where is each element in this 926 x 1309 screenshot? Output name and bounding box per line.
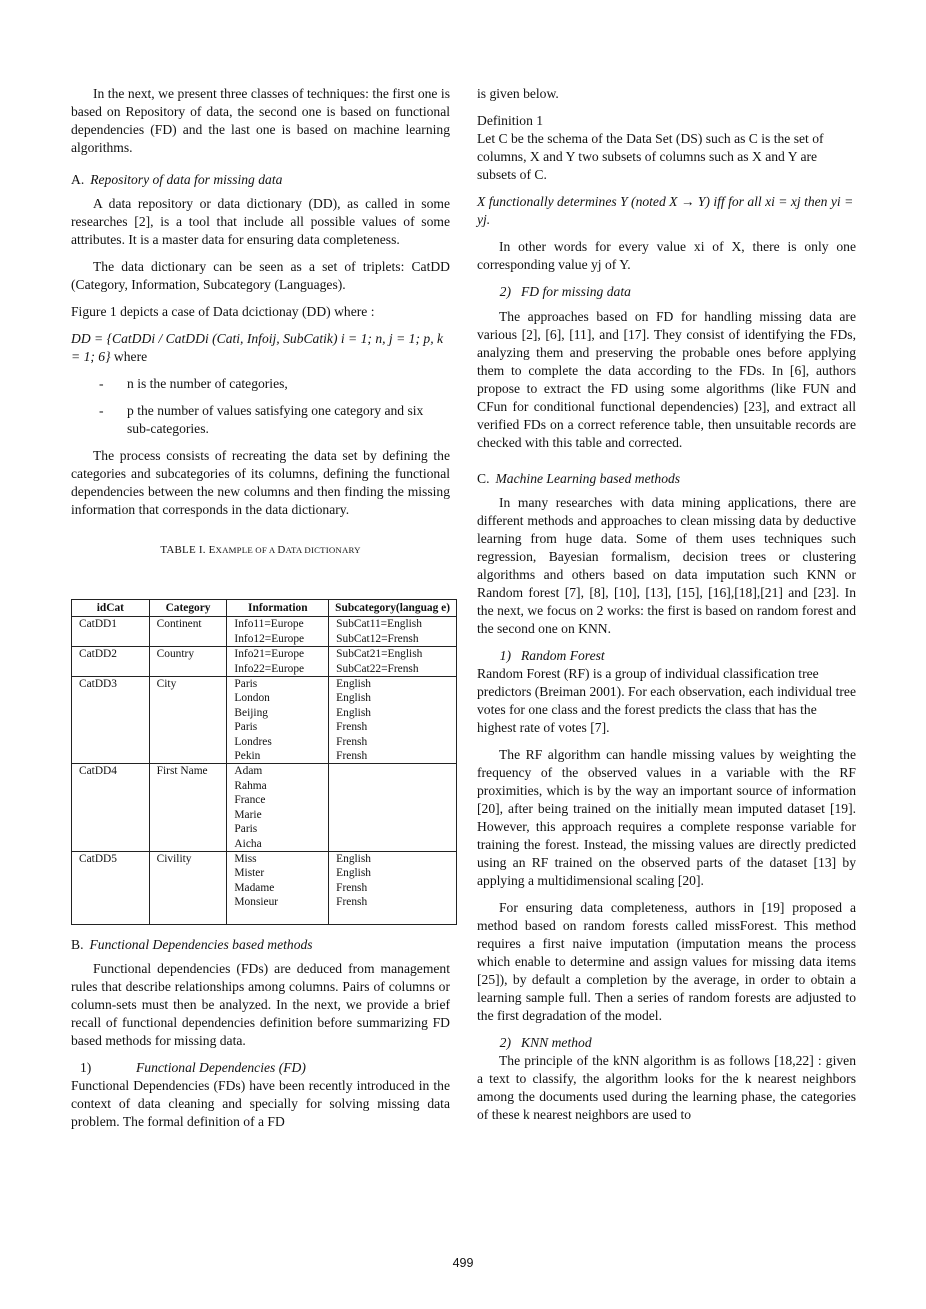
cell-subcategory [329, 851, 457, 924]
other-words-paragraph: In other words for every value xi of X, there is only one corresponding value yj of Y. [477, 239, 856, 272]
rf-paragraph-3: For ensuring data completeness, authors in [19] proposed a method based on random forests called missForest. This method requires a first naive imputation (imputation means the process which enable to determine and assign values for missing data items [25]), by default a completion by the average, in order to obtain a learning sample full. Then a series of random forests are adjusted to the first degradation of the model. [477, 900, 856, 1023]
subsection-fd-missing-heading [477, 283, 856, 301]
section-a-paragraph-2: The data dictionary can be seen as a set of triplets: CatDD (Category, Information, Subcategory (Languages). [71, 259, 450, 292]
cell-information-line: Paris [234, 721, 258, 734]
cell-subcategory-line: English [336, 678, 371, 691]
header-subcategory: Subcategory(languag e) [329, 600, 457, 617]
cell-information-line: Londres [234, 735, 272, 748]
cell-information [227, 851, 329, 924]
cell-idcat: CatDD3 [72, 677, 150, 764]
cell-subcategory [329, 764, 457, 851]
cell-information-line: France [234, 794, 266, 807]
section-c-label: C. [477, 471, 490, 486]
list-item [71, 375, 450, 393]
cell-information-line: Mister [234, 867, 265, 880]
cell-subcategory-line: SubCat12=Frensh [336, 632, 419, 645]
section-a-heading [71, 171, 450, 189]
subsection-rf-number: 1) [499, 648, 511, 663]
caption-part: TABLE I. E [160, 544, 216, 556]
knn-paragraph-1: The principle of the kNN algorithm is as follows [18,22] : given a text to classify, the algorithm looks for the k nearest neighbors among the documents used during the learning phase, the categories of these k nearest neighbors are used to [477, 1053, 856, 1122]
section-b-paragraph-1: Functional dependencies (FDs) are deduced from management rules that describe relationships among columns. Pairs of columns or column-sets must then be analyzed. In the next, we provide a brief recall of functional dependencies definition before summarizing FD based methods for missing data. [71, 960, 450, 1048]
header-idcat: idCat [72, 600, 150, 617]
section-b-label: B. [71, 936, 84, 952]
cell-information [227, 677, 329, 764]
cell-subcategory-line: SubCat21=English [336, 648, 423, 661]
cell-information-line: Aicha [234, 837, 262, 850]
header-information: Information [227, 600, 329, 617]
cell-subcategory-line: Frensh [336, 881, 368, 894]
subsection-fd-number: 1) [80, 1059, 92, 1075]
cell-subcategory [329, 647, 457, 677]
definition-text: Let C be the schema of the Data Set (DS) such as C is the set of columns, X and Y two subsets of columns such as X and Y are subsets of C. [477, 131, 824, 182]
table-row [72, 851, 457, 924]
right-column [477, 85, 856, 1133]
cell-category: Continent [149, 617, 227, 647]
cell-idcat: CatDD4 [72, 764, 150, 851]
section-b-heading [71, 936, 450, 954]
section-b-paragraph-2: Functional Dependencies (FDs) have been recently introduced in the context of data cleaning and specially for solving missing data problem. The formal definition of a FD [71, 1077, 450, 1129]
cell-subcategory-line: English [336, 867, 371, 880]
table-row [72, 647, 457, 677]
cell-information-line: Info12=Europe [234, 632, 305, 645]
bullet-dash: - [99, 376, 104, 391]
fd-formula: X functionally determines Y (noted X → Y) iff for all xi = xj then yi = yj. [477, 194, 854, 227]
cell-information [227, 617, 329, 647]
list-item-text: n is the number of categories, [127, 376, 288, 391]
cell-subcategory-line: English [336, 706, 371, 719]
section-c-title: Machine Learning based methods [495, 471, 681, 486]
cell-information-line: Adam [234, 765, 263, 778]
cell-subcategory-line: SubCat11=English [336, 618, 422, 631]
section-a-paragraph-1: A data repository or data dictionary (DD), as called in some researches [2], is a tool that include all possible values of some attributes. It is a master data for ensuring data completeness. [71, 196, 450, 247]
definition-list [71, 375, 450, 438]
cell-information-line: Rahma [234, 779, 267, 792]
subsection-fd-missing-number: 2) [499, 284, 511, 299]
subsection-fd-missing-title: FD for missing data [521, 284, 631, 299]
intro-paragraph: In the next, we present three classes of techniques: the first one is based on Repository of data, the second one is based on functional dependencies (FD) and the last one is based on machine learning algorithms. [71, 86, 450, 155]
cell-subcategory-line: Frensh [336, 735, 368, 748]
cell-idcat: CatDD2 [72, 647, 150, 677]
subsection-fd-heading [71, 1059, 450, 1077]
subsection-knn-heading [477, 1034, 856, 1052]
cell-category: Civility [149, 851, 227, 924]
list-item-text: p the number of values satisfying one category and six sub-categories. [127, 403, 424, 436]
section-b-title: Functional Dependencies based methods [89, 936, 313, 952]
cell-information [227, 647, 329, 677]
cell-subcategory [329, 617, 457, 647]
cell-subcategory [329, 677, 457, 764]
cell-information-line: Info11=Europe [234, 618, 304, 631]
subsection-rf-title: Random Forest [521, 648, 605, 663]
header-category: Category [149, 600, 227, 617]
caption-part: XAMPLE OF A [215, 545, 278, 555]
cell-information-line: Marie [234, 808, 262, 821]
cell-idcat: CatDD5 [72, 851, 150, 924]
section-c-paragraph-1: In many researches with data mining applications, there are different methods and approaches to clean missing data by deductive learning from huge data. Some of them uses techniques such regression, Bayesian formalism, decision trees or clustering algorithms and others based on data imputation such KNN or Random forest [7], [8], [10], [13], [15], [16],[18],[21] and [23]. In the next, we focus on 2 works: the first is based on random forest and the second one on KNN. [477, 495, 856, 636]
section-a-paragraph-4: The process consists of recreating the data set by defining the categories and subcategories of its columns, defining the functional dependencies between the new columns and then finding the missing information that corresponds in the data dictionary. [71, 448, 450, 517]
cell-subcategory-line: Frensh [336, 896, 368, 909]
cell-subcategory-line: Frensh [336, 750, 368, 763]
subsection-rf-heading [477, 647, 856, 665]
bullet-dash: - [99, 403, 104, 418]
section-a-label: A. [71, 172, 85, 187]
cell-subcategory-line: SubCat22=Frensh [336, 662, 419, 675]
cell-category: City [149, 677, 227, 764]
cell-information-line: Miss [234, 852, 257, 865]
list-item [71, 402, 450, 438]
table-caption [71, 541, 450, 559]
page-number: 499 [452, 1256, 474, 1270]
cell-subcategory-line: Frensh [336, 721, 368, 734]
cell-information-line: Madame [234, 881, 275, 894]
dd-formula: DD = {CatDDi / CatDDi (Cati, Infoij, SubCatik) i = 1; n, j = 1; p, k = 1; 6} [71, 331, 444, 364]
dd-formula-paragraph [71, 330, 450, 366]
cell-category: First Name [149, 764, 227, 851]
subsection-knn-title: KNN method [521, 1035, 592, 1050]
cell-information-line: Info21=Europe [234, 648, 305, 661]
cell-information-line: Paris [234, 823, 258, 836]
section-a-title: Repository of data for missing data [90, 172, 283, 187]
rf-paragraph-1: Random Forest (RF) is a group of individual classification tree predictors (Breiman 2001). For each observation, each individual tree votes for one class and the forest predicts the class that has the highest rate of votes [7]. [477, 666, 856, 735]
cell-information-line: London [234, 692, 270, 705]
table-row [72, 764, 457, 851]
definition-title: Definition 1 [477, 113, 544, 128]
table-header-row [72, 600, 457, 617]
caption-part: ATA DICTIONARY [285, 545, 361, 555]
cell-subcategory-line: English [336, 692, 371, 705]
cell-idcat: CatDD1 [72, 617, 150, 647]
cell-information-line: Monsieur [234, 896, 279, 909]
cell-information-line: Pekin [234, 750, 261, 763]
cell-subcategory-line: English [336, 852, 371, 865]
rf-paragraph-2: The RF algorithm can handle missing values by weighting the frequency of the observed values in a variable with the RF proximities, which is by the way an important source of information [20], after being trained on the initially mean imputed dataset [19]. However, this approach requires a complete response variable for training the forest. Instead, the missing values are directly predicted using an RF trained on the observed parts of the dataset [13] by applying a multidimensional scaling [20]. [477, 747, 856, 888]
cell-information [227, 764, 329, 851]
data-dictionary-table [71, 599, 457, 925]
dd-formula-tail: where [110, 349, 148, 364]
subsection-fd-title: Functional Dependencies (FD) [136, 1059, 306, 1075]
fd-missing-paragraph: The approaches based on FD for handling missing data are various [2], [6], [11], and [17]. They consist of identifying the FDs, analyzing them and preserving the probable ones before applying them to complete the data according to the FDs. In [6], authors propose to extract the FD using some algorithms (like FUN and CFun for conditional functional dependencies) [23], and extract all verified FDs on a correct reference table, then unsuitable records are checked with this table and corrected. [477, 309, 856, 450]
table-row [72, 617, 457, 647]
cell-information-line: Beijing [234, 706, 268, 719]
continuation-text: is given below. [477, 86, 559, 101]
cell-information-line: Paris [234, 678, 258, 691]
caption-part: D [277, 544, 286, 556]
section-a-paragraph-3: Figure 1 depicts a case of Data dcictionay (DD) where : [71, 304, 375, 319]
cell-category: Country [149, 647, 227, 677]
cell-information-line: Info22=Europe [234, 662, 305, 675]
section-c-heading [477, 470, 856, 488]
table-row [72, 677, 457, 764]
subsection-knn-number: 2) [499, 1035, 511, 1050]
left-column [71, 85, 450, 1140]
